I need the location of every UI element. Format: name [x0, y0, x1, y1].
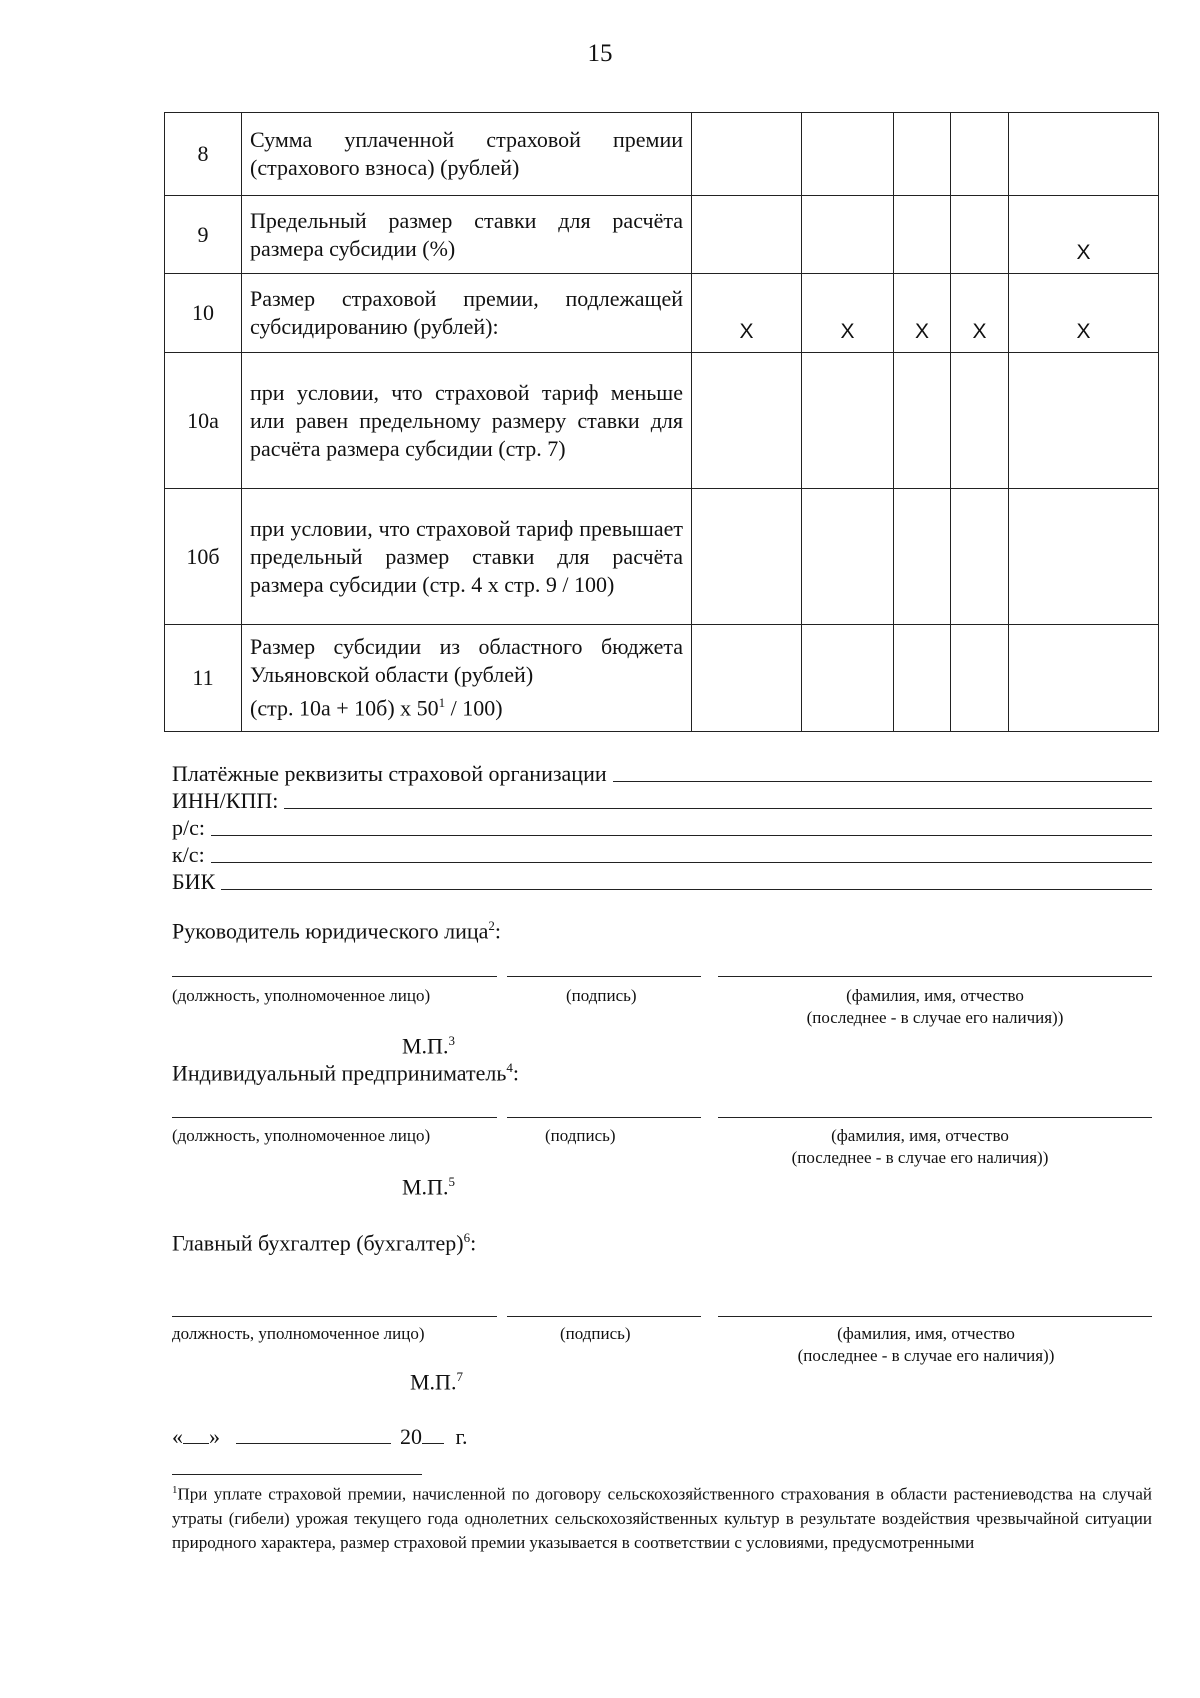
- table-row: [165, 489, 1159, 625]
- table-row: [165, 353, 1159, 489]
- row-number: 11: [165, 625, 242, 732]
- table-cell: X: [802, 274, 894, 353]
- stamp-placeholder: М.П.$^5$: [402, 1174, 455, 1200]
- table-cell: X: [692, 274, 802, 353]
- row-number: 8: [165, 113, 242, 196]
- inn-field[interactable]: [284, 808, 1152, 809]
- table-cell: [802, 353, 894, 489]
- table-row: [165, 113, 1159, 196]
- accountant-heading: Главный бухгалтер (бухгалтер)$^6$:: [172, 1230, 477, 1256]
- footnote-text: При уплате страховой премии, начисленной по договору сельскохозяйственного страхования в области растениеводства на случай утраты (гибели) урожая текущего года однолетних сельскохозяйственных культур в результате воздействия чрезвычайной ситуации природного характера, размер страховой премии указывается в соответствии с условиями, предусмотренными: [172, 1484, 1152, 1552]
- table-cell: X: [951, 274, 1009, 353]
- fio-signature-line[interactable]: [718, 976, 1152, 977]
- table-row: [165, 625, 1159, 732]
- row-description: Размер страховой премии, подлежащей субсидированию (рублей):: [242, 274, 692, 353]
- fio-caption: (фамилия, имя, отчество (последнее - в случае его наличия)): [791, 1126, 1049, 1167]
- table-cell: [894, 113, 951, 196]
- table-cell: [894, 196, 951, 274]
- table-cell: [894, 353, 951, 489]
- table-cell: [802, 489, 894, 625]
- table-cell: [951, 489, 1009, 625]
- table-cell: X: [1009, 274, 1159, 353]
- table-cell: [1009, 113, 1159, 196]
- row-description: [242, 625, 692, 732]
- payment-requisites-label: Платёжные реквизиты страховой организации: [172, 761, 607, 786]
- footnote: [172, 1478, 1152, 1555]
- signature-line[interactable]: [507, 976, 701, 977]
- year-field[interactable]: [422, 1425, 444, 1444]
- table-cell: [951, 625, 1009, 732]
- entrepreneur-heading: Индивидуальный предприниматель$^4$:: [172, 1060, 520, 1086]
- table-cell: [951, 196, 1009, 274]
- row-number: 9: [165, 196, 242, 274]
- table-cell: [802, 625, 894, 732]
- bik-field[interactable]: [221, 889, 1152, 890]
- signature-line[interactable]: [507, 1316, 701, 1317]
- fio-caption: (фамилия, имя, отчество (последнее - в случае его наличия)): [806, 986, 1064, 1027]
- footnote-separator: [172, 1474, 422, 1475]
- table-row: [165, 274, 1159, 353]
- row-description: при условии, что страховой тариф меньше или равен предельному размеру ставки для расчёта размера субсидии (стр. 7): [242, 353, 692, 489]
- signature-caption: (подпись): [566, 986, 637, 1005]
- row-formula-end: / 100): [445, 695, 503, 721]
- position-signature-line[interactable]: [172, 976, 497, 977]
- table-cell: [894, 625, 951, 732]
- row-description-text: Размер субсидии из областного бюджета Ульяновской области (рублей): [250, 634, 683, 688]
- date-line: « » 20 г.: [172, 1424, 468, 1449]
- row-description: Сумма уплаченной страховой премии (страхового взноса) (рублей): [242, 113, 692, 196]
- position-caption: должность, уполномоченное лицо): [172, 1324, 425, 1343]
- table-cell: [951, 353, 1009, 489]
- rs-field[interactable]: [211, 835, 1152, 836]
- month-field[interactable]: [236, 1425, 391, 1444]
- stamp-placeholder: М.П.$^3$: [402, 1033, 455, 1059]
- table-cell: [1009, 625, 1159, 732]
- table-cell: [692, 625, 802, 732]
- footnote-mark: 1: [172, 1484, 178, 1496]
- table-cell: [692, 113, 802, 196]
- footnote-ref: 1: [438, 695, 446, 711]
- day-field[interactable]: [183, 1425, 209, 1444]
- subsidy-calculation-table: [164, 112, 1159, 732]
- legal-head-heading: Руководитель юридического лица$^2$:: [172, 918, 502, 944]
- rs-line: [172, 814, 1152, 841]
- inn-label: ИНН/КПП:: [172, 788, 279, 813]
- fio-caption: (фамилия, имя, отчество (последнее - в случае его наличия)): [797, 1324, 1055, 1365]
- table-cell: [802, 113, 894, 196]
- table-cell: [1009, 353, 1159, 489]
- rs-label: р/с:: [172, 815, 205, 840]
- signature-caption: (подпись): [560, 1324, 631, 1343]
- position-signature-line[interactable]: [172, 1117, 497, 1118]
- bik-line: [172, 868, 1152, 895]
- ks-line: [172, 841, 1152, 868]
- bik-label: БИК: [172, 869, 216, 894]
- position-signature-line[interactable]: [172, 1316, 497, 1317]
- table-cell: X: [894, 274, 951, 353]
- signature-caption: (подпись): [545, 1126, 616, 1145]
- payment-requisites: [172, 760, 1152, 895]
- payment-requisites-field[interactable]: [613, 781, 1152, 782]
- table-cell: [951, 113, 1009, 196]
- row-description: при условии, что страховой тариф превышает предельный размер ставки для расчёта размера субсидии (стр. 4 х стр. 9 / 100): [242, 489, 692, 625]
- table-cell: [692, 489, 802, 625]
- table-cell: [802, 196, 894, 274]
- inn-line: [172, 787, 1152, 814]
- position-caption: (должность, уполномоченное лицо): [172, 1126, 431, 1145]
- page-number: 15: [587, 40, 613, 67]
- row-number: 10б: [165, 489, 242, 625]
- table-row: [165, 196, 1159, 274]
- table-cell: [1009, 489, 1159, 625]
- position-caption: (должность, уполномоченное лицо): [172, 986, 431, 1005]
- ks-field[interactable]: [211, 862, 1152, 863]
- row-description: Предельный размер ставки для расчёта размера субсидии (%): [242, 196, 692, 274]
- table-cell: [692, 353, 802, 489]
- table-cell: [894, 489, 951, 625]
- stamp-placeholder: М.П.$^7$: [410, 1369, 463, 1395]
- table-cell: [692, 196, 802, 274]
- row-number: 10а: [165, 353, 242, 489]
- fio-signature-line[interactable]: [718, 1117, 1152, 1118]
- payment-requisites-line: [172, 760, 1152, 787]
- row-number: 10: [165, 274, 242, 353]
- table-cell: X: [1009, 196, 1159, 274]
- ks-label: к/с:: [172, 842, 205, 867]
- signature-line[interactable]: [507, 1117, 701, 1118]
- row-formula: (стр. 10а + 10б) х 50: [250, 695, 439, 721]
- fio-signature-line[interactable]: [718, 1316, 1152, 1317]
